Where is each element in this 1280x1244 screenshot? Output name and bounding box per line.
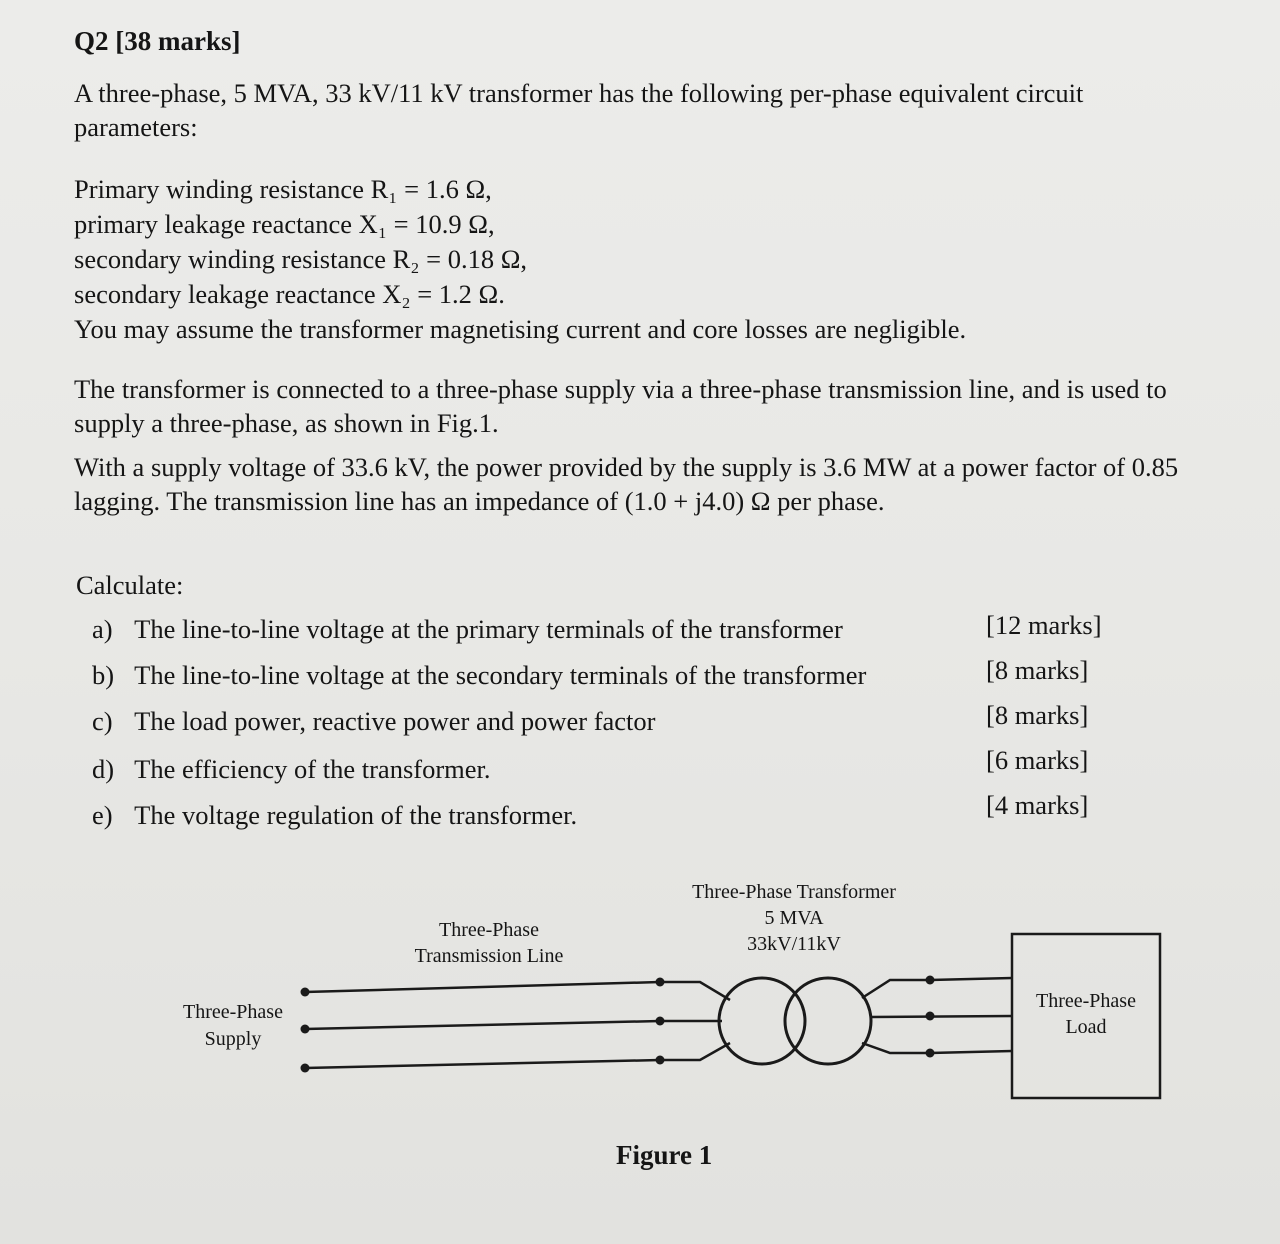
part-c-marks: [8 marks] [986, 700, 1089, 730]
part-d-label: d) [92, 754, 115, 784]
line-label-1: Three-Phase [439, 919, 539, 941]
part-e-marks: [4 marks] [986, 790, 1089, 820]
transformer-symbol [719, 978, 871, 1064]
part-b-label: b) [92, 660, 115, 690]
part-b-marks: [8 marks] [986, 655, 1089, 685]
part-c-label: c) [92, 706, 113, 736]
supply-label-1: Three-Phase [183, 1001, 283, 1023]
supply-paragraph: With a supply voltage of 33.6 kV, the power provided by the supply is 3.6 MW at a power factor of 0.85 lagging. The transmission line has an impedance of (1.0 + j4.0) Ω per phase. [74, 452, 1179, 516]
load-conductors [862, 978, 1012, 1053]
line-label-2: Transmission Line [414, 945, 564, 967]
param-x1: primary leakage reactance X₁ = 10.9 Ω, [74, 209, 495, 239]
part-e-label: e) [92, 800, 113, 830]
part-c-text: The load power, reactive power and power factor [134, 706, 656, 736]
figure-caption: Figure 1 [616, 1140, 713, 1170]
part-e-text: The voltage regulation of the transformer. [134, 800, 578, 830]
load-label-1: Three-Phase [1036, 990, 1136, 1012]
question-title: Q2 [38 marks] [74, 26, 241, 56]
load-terminals [926, 976, 935, 1058]
part-a [92, 614, 843, 645]
part-e [92, 800, 577, 831]
part-c [92, 706, 656, 737]
param-r2: secondary winding resistance R₂ = 0.18 Ω, [74, 244, 528, 274]
part-a-marks: [12 marks] [986, 610, 1102, 640]
calculate-heading: Calculate: [76, 570, 184, 600]
connection-paragraph: The transformer is connected to a three-phase supply via a three-phase transmission line, and is used to supply a three-phase, as shown in Fig.1. [74, 374, 1167, 438]
param-r1: Primary winding resistance R₁ = 1.6 Ω, [74, 174, 492, 204]
intro-paragraph: A three-phase, 5 MVA, 33 kV/11 kV transformer has the following per-phase equivalent circuit parameters: [74, 78, 1084, 142]
transmission-line-conductors [305, 982, 730, 1068]
part-a-text: The line-to-line voltage at the primary terminals of the transformer [134, 614, 843, 644]
part-b [92, 660, 866, 691]
part-b-text: The line-to-line voltage at the secondary terminals of the transformer [134, 660, 867, 690]
param-x2: secondary leakage reactance X₂ = 1.2 Ω. [74, 279, 505, 309]
xfmr-label-3: 33kV/11kV [747, 933, 841, 955]
xfmr-label-1: Three-Phase Transformer [692, 881, 896, 903]
supply-label-2: Supply [204, 1028, 262, 1050]
part-d-marks: [6 marks] [986, 745, 1089, 775]
xfmr-label-2: 5 MVA [764, 907, 824, 929]
part-d [92, 754, 491, 785]
param-assumption: You may assume the transformer magnetising current and core losses are negligible. [74, 314, 967, 344]
secondary-winding-circle [785, 978, 871, 1064]
primary-winding-circle [719, 978, 805, 1064]
load-label-2: Load [1065, 1016, 1107, 1038]
part-d-text: The efficiency of the transformer. [134, 754, 491, 784]
parameter-list [74, 172, 1174, 347]
part-a-label: a) [92, 614, 113, 644]
